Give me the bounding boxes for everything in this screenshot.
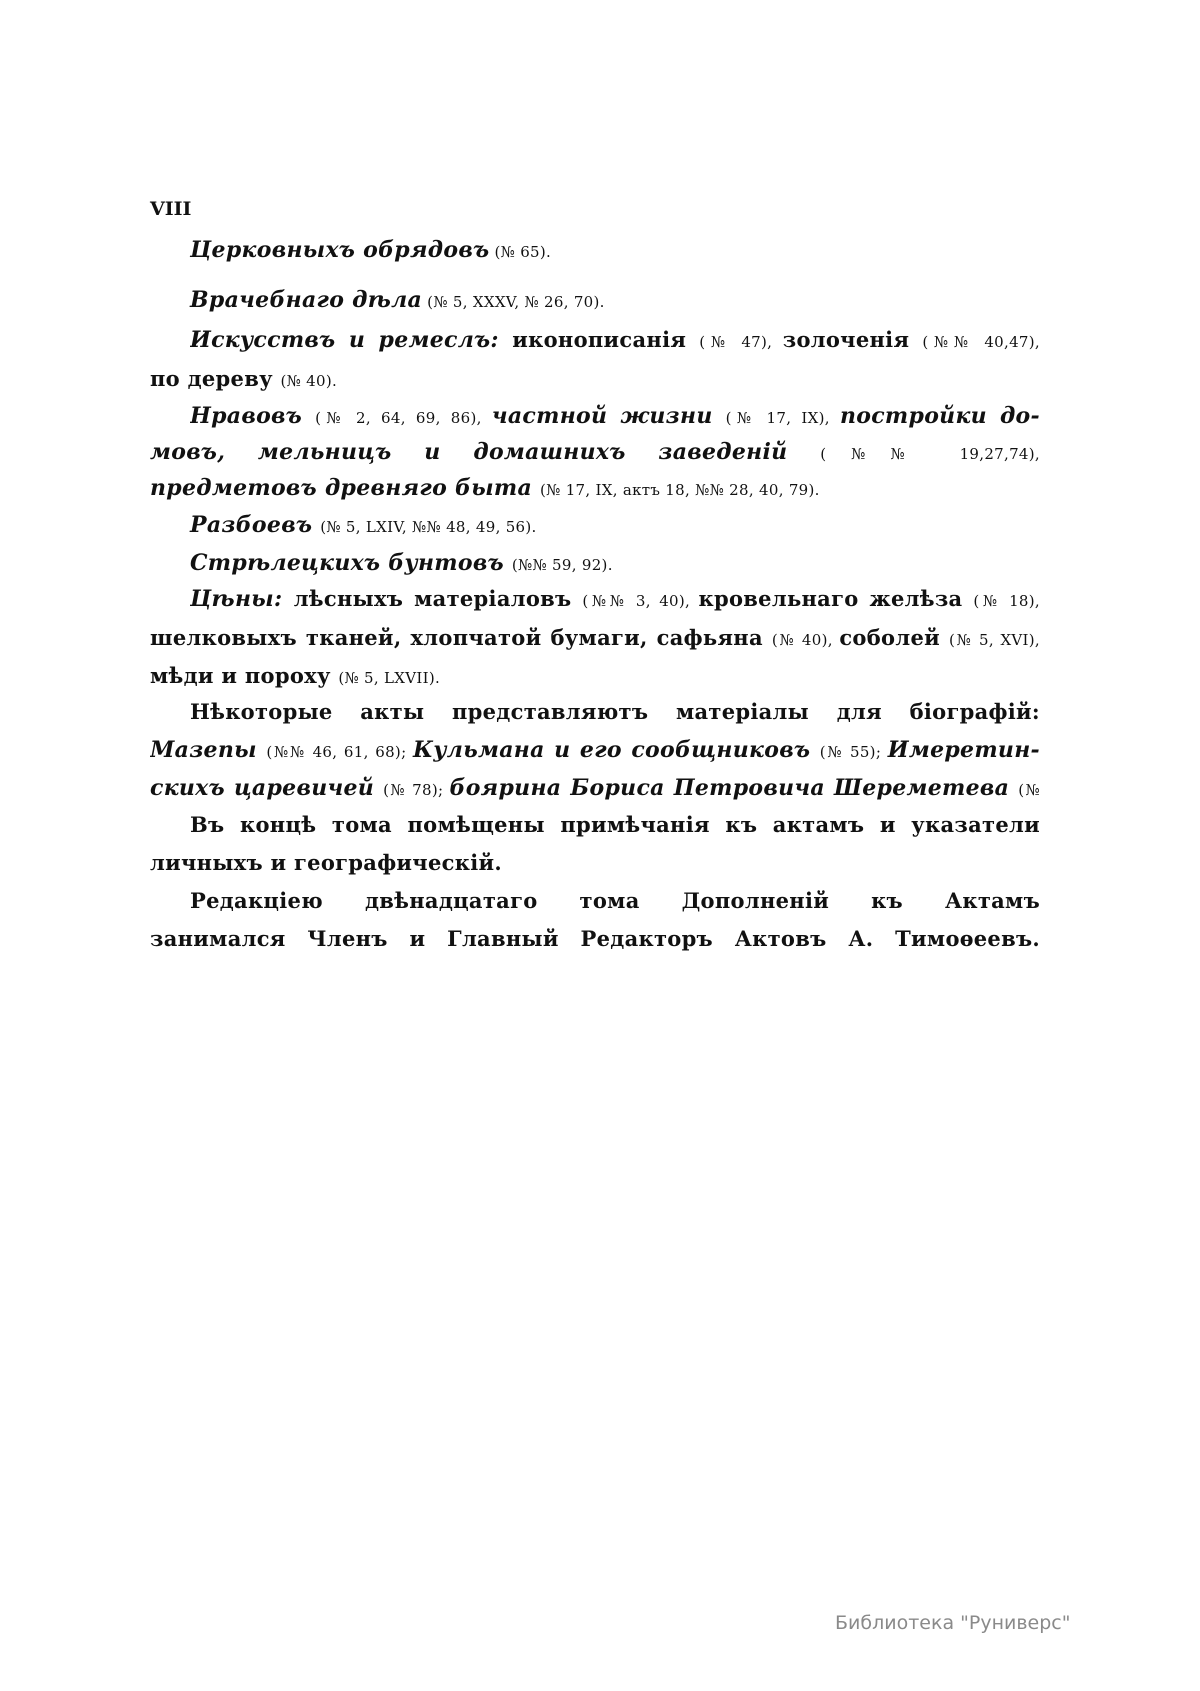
reference-numbers: (№№ 46, 61, 68); [266,743,414,761]
reference-numbers: (№ 47), [699,333,783,351]
text-line [190,811,1040,839]
text-segment: мѣди и пороху [150,663,339,688]
topic-heading: предметовъ древняго быта [150,475,540,501]
reference-numbers: (№№ 40,47), [922,333,1040,351]
text-line [150,662,1040,692]
text-line [190,549,1040,579]
topic-heading: скихъ царевичей [150,775,384,801]
text-line [150,624,1040,652]
text-line [190,236,1040,266]
text-line [190,286,1040,316]
topic-heading: Искусствъ и ремеслъ: [190,327,513,353]
topic-heading: Нравовъ [190,403,316,429]
topic-heading: Разбоевъ [190,512,321,538]
reference-numbers: (№ 5, XVI), [949,631,1040,649]
topic-heading: Цѣны: [190,586,294,612]
reference-numbers: (№ 55); [819,743,888,761]
reference-numbers: (№ [1018,781,1040,799]
text-line [190,887,1040,915]
topic-heading: Имеретин- [887,737,1040,763]
topic-heading: частной жизни [491,403,726,429]
reference-numbers: (№ 65). [489,243,552,261]
reference-numbers: (№ 18), [973,592,1040,610]
reference-numbers: (№№ 19,27,74), [820,445,1040,463]
reference-numbers: (№ 5, XXXV, № 26, 70). [422,293,605,311]
text-line [150,925,1040,953]
text-segment: шелковыхъ тканей, хлопчатой бумаги, сафьяна [150,625,772,650]
text-segment: лѣсныхъ матеріаловъ [293,586,583,611]
text-segment: кровельнаго желѣза [698,586,974,611]
reference-numbers: (№ 17, IX, актъ 18, №№ 28, 40, 79). [540,481,820,499]
reference-numbers: (№ 40), [771,631,840,649]
reference-numbers: (№ 40). [280,372,338,390]
text-line [150,474,1040,504]
reference-numbers: (№ 78); [383,781,450,799]
topic-heading: Мазепы [150,737,267,763]
text-segment: золоченія [782,327,923,352]
text-segment: занимался Членъ и Главный Редакторъ Актовъ А. Тимоѳеевъ. [150,926,1040,951]
text-line [150,774,1040,802]
text-line [190,402,1040,430]
text-segment: соболей [839,625,950,650]
text-segment: личныхъ и географическій. [150,850,502,875]
reference-numbers: (№ 5, LXVII). [338,669,441,687]
text-segment: Редакціею двѣнадцатаго тома Дополненій къ Актамъ [190,888,1040,913]
topic-heading: Стрѣлецкихъ бунтовъ [190,550,512,576]
text-line [150,736,1040,764]
text-line [190,326,1040,354]
text-segment: Нѣкоторые акты представляютъ матеріалы для біографій: [190,699,1040,724]
reference-numbers: (№№ 59, 92). [511,556,613,574]
text-segment: Въ концѣ тома помѣщены примѣчанія къ актамъ и указатели [190,812,1040,837]
topic-heading: Врачебнаго дѣла [190,287,423,313]
topic-heading: боярина Бориса Петровича Шереметева [449,775,1019,801]
topic-heading: мовъ, мельницъ и домашнихъ заведеній [150,439,821,465]
reference-numbers: (№ 17, IX), [725,409,840,427]
text-line [190,698,1040,726]
reference-numbers: (№№ 3, 40), [582,592,699,610]
topic-heading: Церковныхъ обрядовъ [190,237,490,263]
reference-numbers: (№ 2, 64, 69, 86), [315,409,492,427]
text-line [150,438,1040,466]
library-watermark: Библиотека "Руниверс" [835,1612,1071,1634]
topic-heading: Кульмана и его сообщниковъ [413,737,820,763]
topic-heading: постройки до- [839,403,1040,429]
text-line [150,365,1040,395]
text-line [190,511,1040,541]
text-segment: по дереву [150,366,281,391]
text-line [150,849,1040,877]
text-segment: иконописанія [512,327,700,352]
reference-numbers: (№ 5, LXIV, №№ 48, 49, 56). [320,518,537,536]
page-number: VIII [150,198,192,220]
text-line [190,585,1040,613]
